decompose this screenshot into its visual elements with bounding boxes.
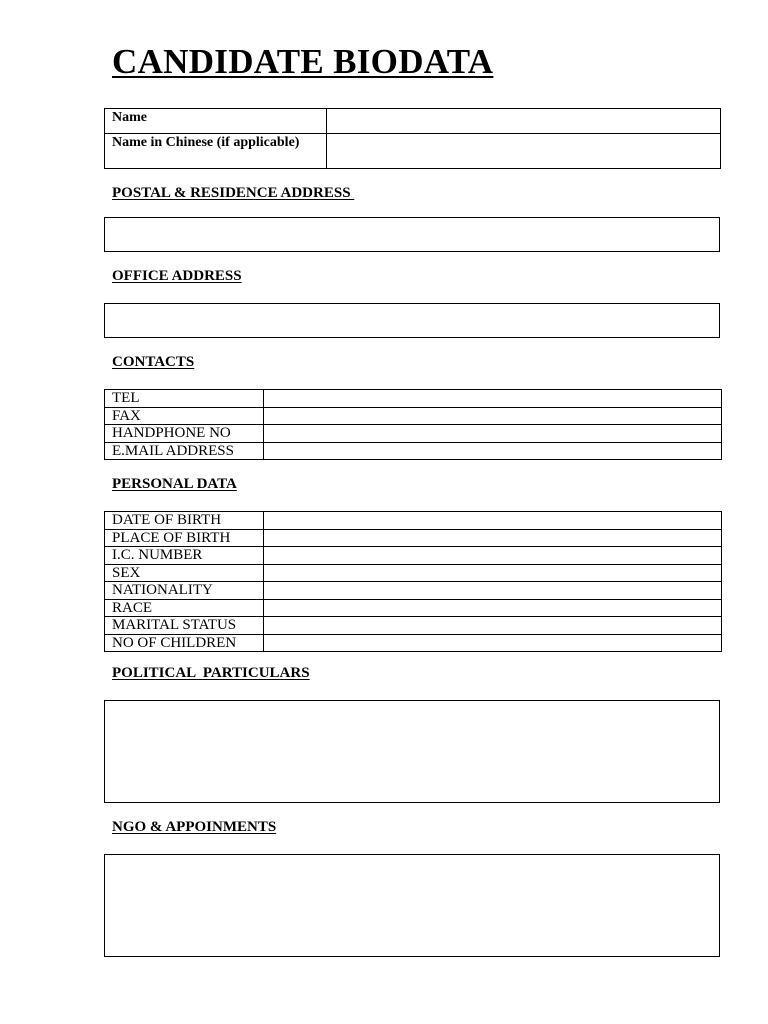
handphone-label: HANDPHONE NO — [105, 425, 264, 443]
table-row — [105, 442, 722, 460]
office-address-heading: OFFICE ADDRESS — [112, 268, 242, 284]
personal-data-heading: PERSONAL DATA — [112, 476, 237, 492]
sex-field[interactable] — [264, 564, 722, 582]
table-row — [105, 599, 722, 617]
handphone-field[interactable] — [264, 425, 722, 443]
no-of-children-label: NO OF CHILDREN — [105, 634, 264, 652]
no-of-children-field[interactable] — [264, 634, 722, 652]
table-row — [105, 425, 722, 443]
personal-data-table — [104, 511, 722, 652]
dob-label: DATE OF BIRTH — [105, 512, 264, 530]
postal-address-box[interactable] — [104, 217, 720, 252]
email-field[interactable] — [264, 442, 722, 460]
ngo-appointments-heading: NGO & APPOINMENTS — [112, 819, 277, 835]
name-table — [104, 108, 721, 169]
nationality-field[interactable] — [264, 582, 722, 600]
marital-status-label: MARITAL STATUS — [105, 617, 264, 635]
table-row — [105, 134, 721, 169]
dob-field[interactable] — [264, 512, 722, 530]
contacts-table — [104, 389, 722, 460]
office-address-box[interactable] — [104, 303, 720, 338]
place-of-birth-label: PLACE OF BIRTH — [105, 529, 264, 547]
contacts-heading: CONTACTS — [112, 354, 195, 370]
ngo-appointments-box[interactable] — [104, 854, 720, 957]
table-row — [105, 547, 722, 565]
political-particulars-box[interactable] — [104, 700, 720, 803]
postal-address-heading: POSTAL & RESIDENCE ADDRESS — [112, 185, 355, 201]
chinese-name-field[interactable] — [327, 134, 721, 169]
table-row — [105, 390, 722, 408]
chinese-name-label: Name in Chinese (if applicable) — [105, 134, 327, 169]
document-title: CANDIDATE BIODATA — [112, 42, 494, 81]
race-field[interactable] — [264, 599, 722, 617]
nationality-label: NATIONALITY — [105, 582, 264, 600]
table-row — [105, 407, 722, 425]
table-row — [105, 617, 722, 635]
name-label: Name — [105, 109, 327, 134]
place-of-birth-field[interactable] — [264, 529, 722, 547]
table-row — [105, 512, 722, 530]
table-row — [105, 634, 722, 652]
fax-field[interactable] — [264, 407, 722, 425]
ic-number-field[interactable] — [264, 547, 722, 565]
marital-status-field[interactable] — [264, 617, 722, 635]
political-particulars-heading: POLITICAL PARTICULARS — [112, 665, 310, 681]
name-field[interactable] — [327, 109, 721, 134]
sex-label: SEX — [105, 564, 264, 582]
ic-number-label: I.C. NUMBER — [105, 547, 264, 565]
email-label: E.MAIL ADDRESS — [105, 442, 264, 460]
fax-label: FAX — [105, 407, 264, 425]
table-row — [105, 564, 722, 582]
table-row — [105, 529, 722, 547]
tel-label: TEL — [105, 390, 264, 408]
race-label: RACE — [105, 599, 264, 617]
tel-field[interactable] — [264, 390, 722, 408]
table-row — [105, 582, 722, 600]
table-row — [105, 109, 721, 134]
